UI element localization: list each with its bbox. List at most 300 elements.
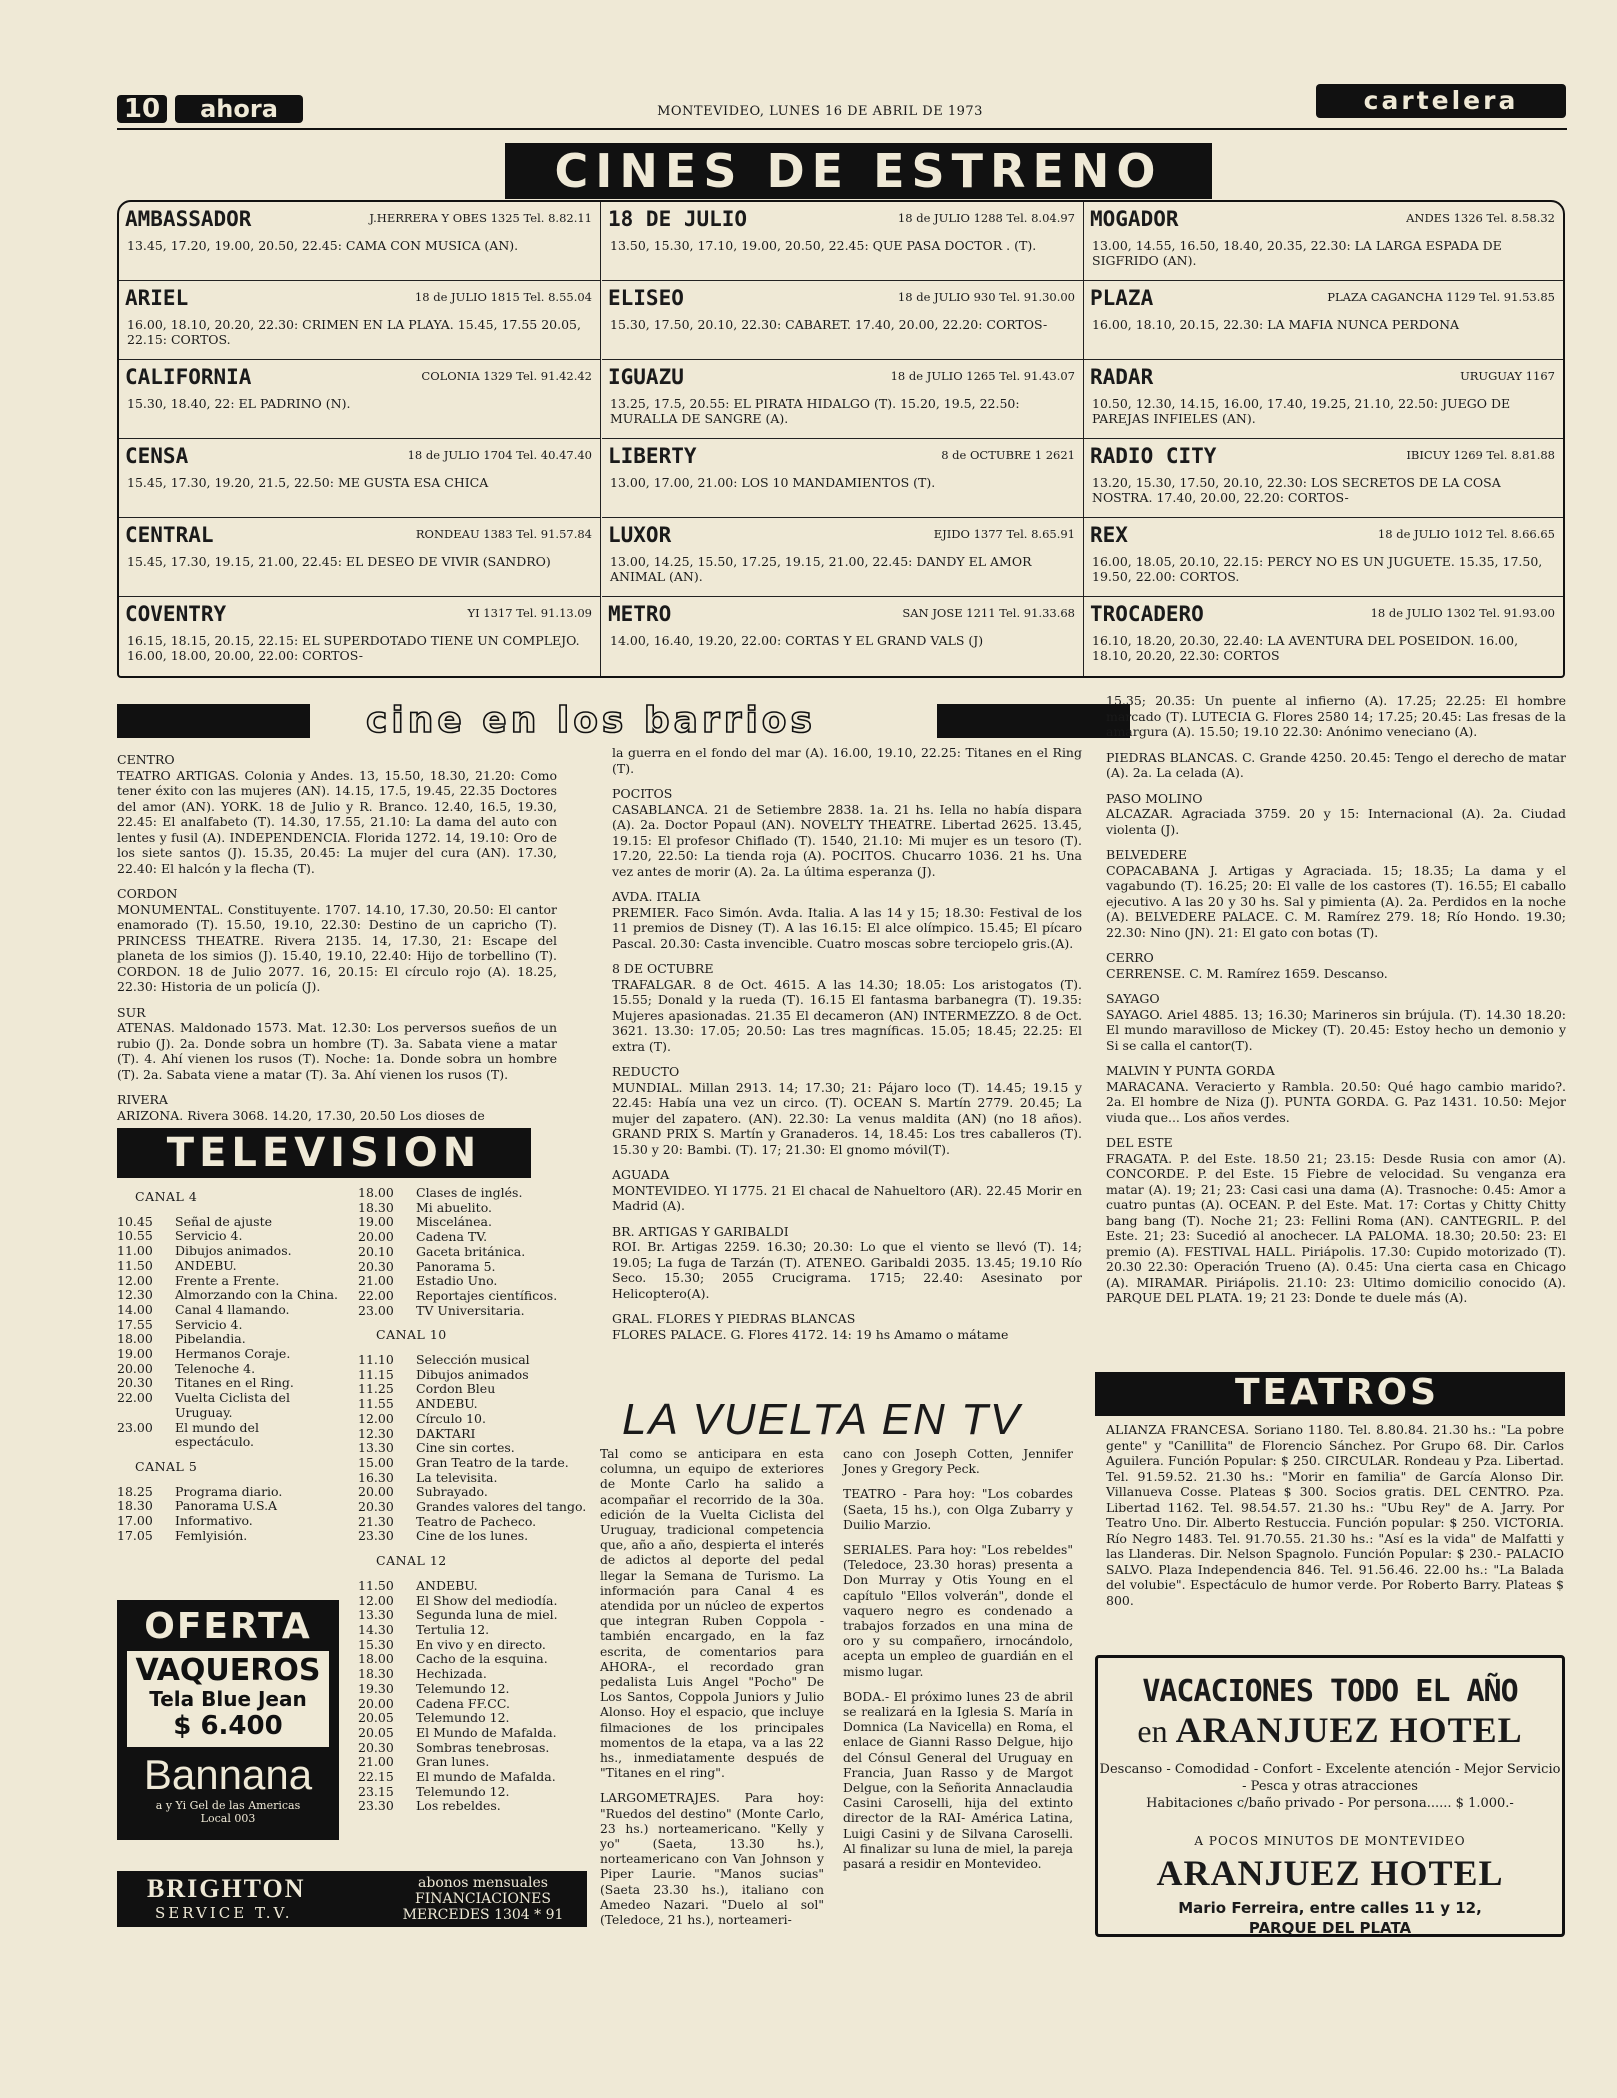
tv-program: Cacho de la esquina. <box>416 1651 548 1667</box>
listing-paragraph: CORDON MONUMENTAL. Constituyente. 1707. 14.10, 17.30, 20.50: El cantor enamorado (T). 15.50, 19.10, 22.30: Destino de un capricho (T). PRINCESS THEATRE. Rivera 2135. 14, 17.30, 21: Escape del planeta de los simios (J). 15.40, 19.10, 22.40: Hijo de torbellino (T). CORDON. 18 de Julio 2077. 16, 20.15: El círculo rojo (A). 18.25, 22.30: Historia de un policía (J). <box>117 886 557 994</box>
tv-program: Subrayado. <box>416 1484 488 1500</box>
tv-time: 11.50 <box>358 1577 394 1593</box>
tv-program: El mundo del espectáculo. <box>175 1419 259 1450</box>
tv-time: 12.30 <box>358 1425 394 1441</box>
tv-time: 18.00 <box>358 1185 394 1200</box>
tv-listing-left <box>117 1180 339 1543</box>
tv-time: 11.25 <box>358 1381 394 1397</box>
oferta-product <box>127 1651 329 1747</box>
cinema-address: PLAZA CAGANCHA 1129 Tel. 91.53.85 <box>1327 290 1555 304</box>
aranjuez-headline: VACACIONES TODO EL AÑO <box>1142 1674 1518 1709</box>
tv-time: 20.10 <box>358 1243 394 1259</box>
tv-program: Segunda luna de miel. <box>416 1607 558 1623</box>
cinema-address: URUGUAY 1167 <box>1460 369 1555 383</box>
brighton-info <box>379 1875 587 1923</box>
tv-program: Panorama U.S.A <box>175 1498 278 1514</box>
cinema-showtimes: 16.00, 18.10, 20.15, 22.30: LA MAFIA NUNCA PERDONA <box>1092 317 1460 332</box>
tv-program: Hechizada. <box>416 1666 487 1682</box>
listing-paragraph: PIEDRAS BLANCAS. C. Grande 4250. 20.45: Tengo el derecho de matar (A). 2a. La celada (A). <box>1106 749 1566 780</box>
tv-time: 18.30 <box>358 1199 394 1215</box>
cinema-entry <box>602 202 1084 281</box>
cinema-showtimes: 15.30, 17.50, 20.10, 22.30: CABARET. 17.40, 20.00, 22.20: CORTOS- <box>610 317 1048 332</box>
tv-program: La televisita. <box>416 1469 498 1485</box>
tv-time: 20.05 <box>358 1710 394 1726</box>
tv-program-row <box>358 1427 590 1442</box>
tv-time: 15.30 <box>358 1636 394 1652</box>
tv-channel-heading: CANAL 10 <box>376 1327 447 1343</box>
cinema-entry <box>1084 439 1563 518</box>
tv-program: En vivo y en directo. <box>416 1636 546 1652</box>
cinema-showtimes: 13.00, 17.00, 21.00: LOS 10 MANDAMIENTOS (T). <box>610 475 936 490</box>
tv-time: 12.00 <box>117 1272 153 1288</box>
tv-program-row <box>117 1376 339 1391</box>
tv-program: Pibelandia. <box>175 1331 246 1347</box>
tv-program-row <box>117 1215 339 1230</box>
cinema-name: MOGADOR <box>1090 207 1179 231</box>
tv-program-row <box>358 1682 590 1697</box>
listing-paragraph: BR. ARTIGAS Y GARIBALDI ROI. Br. Artigas 2259. 16.30; 20.30: Lo que el viento se llevó (T). 14; 19.05; La fuga de Tarzán (T). ATENEO. Garibaldi 2035. 13.45; 19.10 Río Seco. 15.30; 2055 Crucigrama. 1715; 22.40: Asesinato por Helicoptero(A). <box>612 1223 1082 1301</box>
tv-program-row <box>358 1201 590 1216</box>
brand-logo: ahora <box>175 95 303 123</box>
tv-program: Cadena TV. <box>416 1229 488 1245</box>
tv-program-row <box>358 1799 590 1814</box>
cinema-name: ARIEL <box>125 286 189 310</box>
cinema-entry <box>1084 202 1563 281</box>
tv-program-row <box>358 1245 590 1260</box>
tv-time: 19.00 <box>358 1214 394 1230</box>
tv-program: Cine de los lunes. <box>416 1528 529 1544</box>
listing-paragraph: AVDA. ITALIA PREMIER. Faco Simón. Avda. Italia. A las 14 y 15; 18.30: Festival de los 11 premios de Disney (T). A las 16.15: El alce olímpico. 15.45; El pícaro Pascal. 20.30: Casta invencible. Cuatro moscas sobre terciopelo gris.(A). <box>612 889 1082 951</box>
listing-paragraph: PASO MOLINO ALCAZAR. Agraciada 3759. 20 y 15: Internacional (A). 2a. Ciudad violenta (J). <box>1106 790 1566 837</box>
cinema-entry <box>1084 597 1563 676</box>
tv-program: Mi abuelito. <box>416 1199 492 1215</box>
tv-listing-right <box>358 1186 590 1814</box>
listing-paragraph: BODA.- El próximo lunes 23 de abril se realizará en la Iglesia S. María in Domnica (La Navicella) en Roma, el enlace de Gianni Rasso Delgue, hijo del Cónsul General del Uruguay en Francia, Juan Rasso y de Margot Delgue, con la Señorita Annaclaudia Casini Caroselli, hija del extinto director de la RAI- América Latina, Luigi Casini y de Silvana Caroselli. Al finalizar su luna de miel, la pareja pasará a residir en Montevideo. <box>843 1689 1073 1872</box>
tv-time: 11.15 <box>358 1366 394 1382</box>
tv-program: Gran lunes. <box>416 1754 490 1770</box>
tv-time: 13.30 <box>358 1440 394 1456</box>
tv-time: 18.00 <box>358 1651 394 1667</box>
tv-time: 18.25 <box>117 1483 153 1499</box>
barrios-column-1 <box>117 752 557 1133</box>
tv-time: 14.00 <box>117 1301 153 1317</box>
teatros-text: ALIANZA FRANCESA. Soriano 1180. Tel. 8.80.84. 21.30 hs.: "La pobre gente" y "Canillita" de Florencio Sánchez. Por Grupo 68. Dir. Carlos Aguilera. Función Popular: $ 250. CIRCULAR. Rondeau y Pza. Libertad. Tel. 91.59.52. 21.30 hs.: "Morir en familia" de García Alonso Dir. Villanueva Cosse. Plateas $ 300. Socios gratis. DEL CENTRO. Pza. Libertad 1162. Tel. 98.54.57. 21.30 hs.: "Ubu Rey" de A. Jarry. Por Teatro Uno. Dir. Alberto Restuccia. Función popular: $ 250. VICTORIA. Río Negro 1483. Tel. 91.70.55. 21.30 hs.: "Así es la vida" de Malfatti y las Llanderas. Dir. Nelson Spagnolo. Función Popular: $ 230.- PALACIO SALVO. Plaza Independencia 846. Tel. 91.56.46. 22.00 hs.: "La Balada del volubie". Espectáculo de humor verde. Por Roberto Barry. Plateas $ 800. <box>1106 1422 1564 1608</box>
tv-program: ANDEBU. <box>416 1577 478 1593</box>
brighton-name: BRIGHTON <box>147 1874 306 1903</box>
cinema-entry <box>119 597 601 676</box>
cinema-showtimes: 13.25, 17.5, 20.55: EL PIRATA HIDALGO (T). 15.20, 19.5, 22.50: MURALLA DE SANGRE (A). <box>610 396 1020 426</box>
cinema-address: J.HERRERA Y OBES 1325 Tel. 8.82.11 <box>369 211 592 225</box>
tv-time: 20.00 <box>358 1484 394 1500</box>
product-name: VAQUEROS <box>135 1653 321 1688</box>
tv-program-row <box>358 1485 590 1500</box>
tv-program-row <box>358 1726 590 1741</box>
cinema-name: ELISEO <box>608 286 684 310</box>
tv-program: Telenoche 4. <box>175 1360 256 1376</box>
tv-program: Servicio 4. <box>175 1316 243 1332</box>
cinema-entry <box>602 439 1084 518</box>
tv-program-row <box>358 1215 590 1230</box>
cinema-entry <box>119 439 601 518</box>
tv-program: Señal de ajuste <box>175 1213 273 1229</box>
listing-paragraph: REDUCTO MUNDIAL. Millan 2913. 14; 17.30; 21: Pájaro loco (T). 14.45; 19.15 y 22.45: Había una vez un circo. (T). OCEAN S. Martín 2779. 20.45; La mujer del zapatero. (AN). 22.30: La venus maldita (AN) (no 18 años). GRAND PRIX S. Martín y Granaderos. 14, 18.45: Los tres caballeros (T). 15.30 y 20: Bambi. (T). 17; 21.30: El gnomo móvil(T). <box>612 1064 1082 1157</box>
tv-program: Almorzando con la China. <box>175 1287 339 1303</box>
cinema-name: AMBASSADOR <box>125 207 252 231</box>
cinema-name: CALIFORNIA <box>125 365 252 389</box>
tv-program-row <box>358 1456 590 1471</box>
tv-time: 21.00 <box>358 1273 394 1289</box>
estreno-grid <box>117 200 1565 678</box>
cinema-address: EJIDO 1377 Tel. 8.65.91 <box>933 527 1075 541</box>
cinema-name: PLAZA <box>1090 286 1154 310</box>
tv-program: Teatro de Pacheco. <box>416 1513 537 1529</box>
tv-time: 22.00 <box>117 1390 153 1406</box>
tv-program: Telemundo 12. <box>416 1710 510 1726</box>
listing-paragraph: DEL ESTE FRAGATA. P. del Este. 18.50 21; 23.15: Desde Rusia con amor (A). CONCORDE. P. del Este. 15 Fiebre de velocidad. Su venganza era matar (A). 19; 21; 23: Casi casi una dama (A). Trasnoche: 0.45: Amor a cuatro puntas (A). OCEAN. P. del Este. Mat. 17: Cortas y Chitty Chitty bang bang (T). Noche 21; 23: Fellini Roma (AN). CANTEGRIL. P. del Este. 21; 23: Sucedió al anochecer. LA PALOMA. 18.30; 20.50: 23: El premio (A). FESTIVAL HALL. Piriápolis. 17.30: Cupido motorizado (T). 20.30 22.30: Operación Trueno (A). 0.45: Una cierta casa en Chicago (A). MIRAMAR. Piriápolis. 21.10: 23: Ultimo domicilio conocido (A). PARQUE DEL PLATA. 19; 21 23: Donde te duele más (A). <box>1106 1135 1566 1305</box>
tv-program-row <box>358 1711 590 1726</box>
store-address: a y Yi Gel de las Americas <box>155 1799 301 1812</box>
aranjuez-price: Habitaciones c/baño privado - Por persona...... $ 1.000.- <box>1146 1796 1514 1811</box>
tv-program: Servicio 4. <box>175 1228 243 1244</box>
tv-program: TV Universitaria. <box>416 1302 525 1318</box>
cinema-address: 18 de JULIO 930 Tel. 91.30.00 <box>897 290 1075 304</box>
tv-program: Grandes valores del tango. <box>416 1499 587 1515</box>
brighton-info-2: FINANCIACIONES <box>415 1891 551 1907</box>
store-local: Local 003 <box>200 1812 256 1825</box>
cinema-address: 18 de JULIO 1288 Tel. 8.04.97 <box>897 211 1075 225</box>
product-price: $ 6.400 <box>173 1711 283 1741</box>
tv-program-row <box>117 1332 339 1347</box>
cinema-name: RADIO CITY <box>1090 444 1217 468</box>
listing-paragraph: LARGOMETRAJES. Para hoy: "Ruedos del destino" (Monte Carlo, 23 hs.) norteamericano. "Kelly y yo" (Saeta, 13.30 hs.), norteamericano con Van Johnson y Piper Laurie. "Manos sucias" (Saeta 23.30 hs.), italiano con Amedeo Nazari. "Duelo al sol" (Teledoce, 21 hs.), norteameri- <box>600 1791 824 1928</box>
tv-program: Femlyisión. <box>175 1527 248 1543</box>
tv-program-row <box>358 1412 590 1427</box>
cinema-name: LUXOR <box>608 523 672 547</box>
cinema-address: IBICUY 1269 Tel. 8.81.88 <box>1406 448 1555 462</box>
aranjuez-distance: A POCOS MINUTOS DE MONTEVIDEO <box>1194 1834 1466 1848</box>
tv-time: 14.30 <box>358 1621 394 1637</box>
listing-paragraph: la guerra en el fondo del mar (A). 16.00, 19.10, 22.25: Titanes en el Ring (T). <box>612 745 1082 776</box>
cinema-address: SAN JOSE 1211 Tel. 91.33.68 <box>902 606 1075 620</box>
tv-program-row <box>358 1230 590 1245</box>
tv-program-row <box>358 1667 590 1682</box>
tv-time: 12.30 <box>117 1287 153 1303</box>
tv-program-row <box>358 1741 590 1756</box>
cinema-showtimes: 14.00, 16.40, 19.20, 22.00: CORTAS Y EL GRAND VALS (J) <box>610 633 984 648</box>
cinema-showtimes: 15.45, 17.30, 19.15, 21.00, 22.45: EL DESEO DE VIVIR (SANDRO) <box>127 554 551 569</box>
cinema-entry <box>602 281 1084 360</box>
tv-program-row <box>358 1652 590 1667</box>
tv-program-row <box>358 1770 590 1785</box>
listing-paragraph: 8 DE OCTUBRE TRAFALGAR. 8 de Oct. 4615. A las 14.30; 18.05: Los aristogatos (T). 15.55; Donald y la rueda (T). 16.15 El fantasma barbanegra (T). 19.35: Mujeres apasionadas. 21.35 El decameron (AN) INTERMEZZO. 8 de Oct. 3621. 13.30: 17.05; 20.50: Las tres magníficas. 15.05; 18.45; 22.25: El extra (T). <box>612 961 1082 1054</box>
tv-program: Gaceta británica. <box>416 1243 526 1259</box>
tv-program-row <box>358 1289 590 1304</box>
tv-time: 20.30 <box>358 1739 394 1755</box>
cinema-name: COVENTRY <box>125 602 227 626</box>
tv-program: Telemundo 12. <box>416 1783 510 1799</box>
cinema-showtimes: 13.00, 14.55, 16.50, 18.40, 20.35, 22.30: LA LARGA ESPADA DE SIGFRIDO (AN). <box>1092 238 1502 268</box>
tv-program: ANDEBU. <box>175 1257 237 1273</box>
cinema-entry <box>1084 360 1563 439</box>
cinema-address: 18 de JULIO 1265 Tel. 91.43.07 <box>890 369 1075 383</box>
tv-program-row <box>117 1259 339 1274</box>
aranjuez-ad <box>1095 1655 1565 1937</box>
tv-program-row <box>358 1382 590 1397</box>
aranjuez-name: ARANJUEZ HOTEL <box>1156 1853 1504 1893</box>
brighton-info-3: MERCEDES 1304 * 91 <box>402 1907 564 1923</box>
section-title: cartelera <box>1316 84 1566 118</box>
tv-time: 12.00 <box>358 1410 394 1426</box>
cinema-name: TROCADERO <box>1090 602 1204 626</box>
tv-program-row <box>358 1638 590 1653</box>
tv-time: 18.30 <box>358 1666 394 1682</box>
cinema-showtimes: 13.45, 17.20, 19.00, 20.50, 22.45: CAMA CON MUSICA (AN). <box>127 238 519 253</box>
tv-time: 20.30 <box>358 1258 394 1274</box>
estreno-heading: CINES DE ESTRENO <box>505 143 1212 199</box>
brighton-info-1: abonos mensuales <box>418 1875 548 1891</box>
tv-time: 22.15 <box>358 1769 394 1785</box>
listing-paragraph: Tal como se anticipara en esta columna, un equipo de exteriores de Monte Carlo ha salido a acompañar el recorrido de la 30a. edición de la Vuelta Ciclista del Uruguay, tradicional competencia que, año a año, despierta el interés de adictos al deporte del pedal llegar la Semana de Turismo. La información para Canal 4 es atendida por un núcleo de expertos que integran Ruben Coppola -también encargado, en la faz escrita, de comentarios para AHORA-, el recordado gran pedalista Luis Angel "Pocho" De Los Santos, Coppola Juniors y Julio Alonso. Hoy el espacio, que incluye filmaciones de los principales momentos de la etapa, va a las 22 hs., inmediatamente después de "Titanes en el ring". <box>600 1447 824 1781</box>
cinema-address: ANDES 1326 Tel. 8.58.32 <box>1406 211 1555 225</box>
tv-time: 23.30 <box>358 1798 394 1814</box>
cinema-address: 18 de JULIO 1012 Tel. 8.66.65 <box>1377 527 1555 541</box>
tv-channel-heading: CANAL 12 <box>376 1553 447 1569</box>
tv-program: Gran Teatro de la tarde. <box>416 1454 569 1470</box>
tv-program: Reportajes científicos. <box>416 1287 558 1303</box>
oferta-ad <box>117 1600 339 1840</box>
tv-program-row <box>358 1785 590 1800</box>
cinema-entry <box>1084 281 1563 360</box>
tv-program: Dibujos animados. <box>175 1243 292 1259</box>
tv-time: 19.00 <box>117 1346 153 1362</box>
tv-program-row <box>117 1514 339 1529</box>
tv-time: 10.45 <box>117 1213 153 1229</box>
tv-program-row <box>117 1229 339 1244</box>
tv-time: 20.00 <box>358 1229 394 1245</box>
tv-channel-heading: CANAL 4 <box>135 1189 198 1204</box>
tv-program: Cadena FF.CC. <box>416 1695 510 1711</box>
cinema-address: 18 de JULIO 1815 Tel. 8.55.04 <box>414 290 592 304</box>
tv-program-row <box>358 1186 590 1201</box>
vuelta-column-1 <box>600 1447 824 1938</box>
banner-block-right <box>937 704 1130 738</box>
tv-program: DAKTARI <box>416 1425 476 1441</box>
cinema-address: 8 de OCTUBRE 1 2621 <box>941 448 1075 462</box>
tv-program-row <box>117 1499 339 1514</box>
teatros-listing <box>1106 1422 1564 1618</box>
cinema-showtimes: 10.50, 12.30, 14.15, 16.00, 17.40, 19.25, 21.10, 22.50: JUEGO DE PAREJAS INFIELES (AN). <box>1092 396 1511 426</box>
tv-program-row <box>358 1368 590 1383</box>
tv-time: 18.30 <box>117 1498 153 1514</box>
cinema-name: REX <box>1090 523 1128 547</box>
tv-program: Sombras tenebrosas. <box>416 1739 550 1755</box>
listing-paragraph: BELVEDERE COPACABANA J. Artigas y Agraciada. 15; 18.35; La dama y el vagabundo (T). 16.25; 20: El valle de los castores (T). 16.55; El caballo ejecutivo. A las 20 y 30 hs. Sal y pimienta (A). 2a. Perdidos en la noche (A). BELVEDERE PALACE. C. M. Ramírez 279. 18; Río Hondo. 19.30; 22.30: Nino (JN). 21: El gato con botas (T). <box>1106 847 1566 940</box>
cinema-address: 18 de JULIO 1704 Tel. 40.47.40 <box>407 448 592 462</box>
tv-program-row <box>358 1515 590 1530</box>
tv-program-row <box>358 1529 590 1544</box>
tv-program: Miscelánea. <box>416 1214 492 1230</box>
cinema-address: YI 1317 Tel. 91.13.09 <box>467 606 592 620</box>
tv-program: Cine sin cortes. <box>416 1440 515 1456</box>
cinema-name: CENSA <box>125 444 189 468</box>
tv-time: 11.00 <box>117 1243 153 1259</box>
tv-program-row <box>358 1608 590 1623</box>
tv-program: El mundo de Mafalda. <box>416 1769 556 1785</box>
tv-program-row <box>117 1362 339 1377</box>
cinema-entry <box>119 360 601 439</box>
cinema-showtimes: 16.00, 18.05, 20.10, 22.15: PERCY NO ES UN JUGUETE. 15.35, 17.50, 19.50, 22.00: CORTOS. <box>1092 554 1543 584</box>
tv-program-row <box>117 1303 339 1318</box>
tv-program: El Show del mediodía. <box>416 1592 558 1608</box>
tv-time: 20.30 <box>117 1375 153 1391</box>
tv-program: ANDEBU. <box>416 1396 478 1412</box>
tv-program: Hermanos Coraje. <box>175 1346 291 1362</box>
tv-time: 23.15 <box>358 1783 394 1799</box>
tv-time: 20.00 <box>117 1360 153 1376</box>
cinema-name: CENTRAL <box>125 523 214 547</box>
tv-program-row <box>358 1500 590 1515</box>
listing-paragraph: TEATRO - Para hoy: "Los cobardes (Saeta, 15 hs.), con Olga Zubarry y Duilio Marzio. <box>843 1487 1073 1532</box>
cinema-showtimes: 15.45, 17.30, 19.20, 21.5, 22.50: ME GUSTA ESA CHICA <box>127 475 489 490</box>
cinema-name: IGUAZU <box>608 365 684 389</box>
tv-time: 16.30 <box>358 1469 394 1485</box>
tv-time: 23.00 <box>117 1419 153 1435</box>
aranjuez-services: Descanso - Comodidad - Confort - Excelente atención - Mejor Servicio - Pesca y otras atracciones <box>1099 1762 1561 1794</box>
tv-program-row <box>358 1304 590 1319</box>
tv-program: Telemundo 12. <box>416 1680 510 1696</box>
tv-program-row <box>358 1441 590 1456</box>
aranjuez-en: en <box>1137 1713 1168 1749</box>
tv-program-row <box>117 1391 339 1420</box>
product-fabric: Tela Blue Jean <box>149 1687 307 1711</box>
banner-block-left <box>117 704 310 738</box>
tv-program-row <box>117 1244 339 1259</box>
tv-program: Titanes en el Ring. <box>175 1375 294 1391</box>
cinema-address: 18 de JULIO 1302 Tel. 91.93.00 <box>1370 606 1555 620</box>
cinema-name: 18 DE JULIO <box>608 207 748 231</box>
barrios-column-3 <box>1106 693 1566 1316</box>
aranjuez-title <box>1098 1709 1562 1751</box>
tv-program: Frente a Frente. <box>175 1272 280 1288</box>
tv-program: Dibujos animados <box>416 1366 529 1382</box>
vuelta-heading: LA VUELTA EN TV <box>622 1395 1022 1444</box>
tv-program-row <box>358 1594 590 1609</box>
cinema-entry <box>602 518 1084 597</box>
tv-program: Selección musical <box>416 1352 530 1368</box>
tv-time: 15.00 <box>358 1454 394 1470</box>
brighton-sub: SERVICE T.V. <box>155 1904 293 1922</box>
brighton-ad <box>117 1871 587 1927</box>
tv-program: Panorama 5. <box>416 1258 496 1274</box>
store-name: Bannana <box>143 1751 313 1798</box>
barrios-heading: cine en los barrios <box>366 700 816 741</box>
issue-date: MONTEVIDEO, LUNES 16 DE ABRIL DE 1973 <box>657 104 983 119</box>
teatros-heading: TEATROS <box>1234 1372 1440 1413</box>
tv-time: 10.55 <box>117 1228 153 1244</box>
header-rule <box>117 128 1567 130</box>
tv-program-row <box>117 1318 339 1333</box>
tv-program-row <box>117 1347 339 1362</box>
tv-program-row <box>358 1471 590 1486</box>
oferta-title: OFERTA <box>144 1606 312 1647</box>
tv-program-row <box>358 1697 590 1712</box>
tv-time: 20.00 <box>358 1695 394 1711</box>
tv-program: Canal 4 llamando. <box>175 1301 290 1317</box>
tv-time: 11.10 <box>358 1352 394 1368</box>
cinema-entry <box>602 360 1084 439</box>
cinema-entry <box>602 597 1084 676</box>
tv-time: 21.00 <box>358 1754 394 1770</box>
tv-time: 21.30 <box>358 1513 394 1529</box>
tv-time: 11.50 <box>117 1257 153 1273</box>
cinema-name: LIBERTY <box>608 444 697 468</box>
tv-time: 12.00 <box>358 1592 394 1608</box>
cinema-entry <box>119 518 601 597</box>
listing-paragraph: MALVIN Y PUNTA GORDA MARACANA. Veracierto y Rambla. 20.50: Qué hago cambio marido?. 2a. El hombre de Niza (J). PUNTA GORDA. G. Paz 1431. 10.50: Mejor viuda que... Los años verdes. <box>1106 1063 1566 1125</box>
tv-time: 22.00 <box>358 1287 394 1303</box>
tv-program: Tertulia 12. <box>416 1621 490 1637</box>
listing-paragraph: CERRO CERRENSE. C. M. Ramírez 1659. Descanso. <box>1106 950 1388 981</box>
aranjuez-place: PARQUE DEL PLATA <box>1248 1919 1412 1937</box>
cinema-entry <box>119 202 601 281</box>
tv-program-row <box>117 1421 339 1450</box>
tv-program: Informativo. <box>175 1513 253 1529</box>
aranjuez-address <box>1098 1898 1562 1938</box>
cinema-showtimes: 16.00, 18.10, 20.20, 22.30: CRIMEN EN LA PLAYA. 15.45, 17.55 20.05, 22.15: CORTOS. <box>127 317 581 347</box>
aranjuez-hotel: ARANJUEZ HOTEL <box>1175 1710 1523 1750</box>
vuelta-column-2 <box>843 1447 1073 1882</box>
tv-program-row <box>117 1485 339 1500</box>
tv-time: 17.05 <box>117 1527 153 1543</box>
listing-paragraph: CENTRO TEATRO ARTIGAS. Colonia y Andes. 13, 15.50, 18.30, 21.20: Como tener éxito con las mujeres (AN). 14.15, 17.5, 19.45, 22.35 Doctores del amor (AN). YORK. 18 de Julio y R. Branco. 12.40, 16.5, 19.30, 22.45: El analfabeto (T). 14.30, 17.55, 21.10: La dama del auto con lentes y fusil (A). INDEPENDENCIA. Florida 1272. 14, 19.10: Oro de los siete santos (J). 15.35, 20.45: La mujer del cura (AN). 17.30, 22.40: El halcón y la flecha (T). <box>117 752 557 876</box>
tv-program-row <box>358 1274 590 1289</box>
tv-time: 13.30 <box>358 1607 394 1623</box>
tv-program: El Mundo de Mafalda. <box>416 1724 557 1740</box>
cinema-showtimes: 16.15, 18.15, 20.15, 22.15: EL SUPERDOTADO TIENE UN COMPLEJO. 16.00, 18.00, 20.00, 22.00: CORTOS- <box>127 633 580 663</box>
tv-program: Estadio Uno. <box>416 1273 498 1289</box>
tv-program: Los rebeldes. <box>416 1798 501 1814</box>
cinema-address: COLONIA 1329 Tel. 91.42.42 <box>421 369 592 383</box>
tv-time: 17.00 <box>117 1513 153 1529</box>
cinema-showtimes: 15.30, 18.40, 22: EL PADRINO (N). <box>127 396 351 411</box>
listing-paragraph: SUR ATENAS. Maldonado 1573. Mat. 12.30: Los perversos sueños de un rubio (J). 2a. Donde sobra un hombre (T). 3a. Sabata viene a matar (T). 4. Ahí vienen los rusos (T). Noche: 1a. Donde sobra un hombre (T). 2a. Sabata viene a matar (T). 3a. Ahí vienen los rusos (T). <box>117 1004 557 1082</box>
tv-program-row <box>117 1529 339 1544</box>
tv-program: Programa diario. <box>175 1483 283 1499</box>
listing-paragraph: SERIALES. Para hoy: "Los rebeldes" (Teledoce, 23.30 horas) presenta a Don Murray y Otis Young en el capítulo "Ellos volverán", donde el vaquero negro es condenado a trabajos forzados en una mina de oro y su compañero, irnocándolo, acepta un empleo de guardián en el mismo lugar. <box>843 1543 1073 1679</box>
tv-channel-heading: CANAL 5 <box>135 1458 198 1474</box>
cinema-entry <box>119 281 601 360</box>
listing-paragraph: RIVERA ARIZONA. Rivera 3068. 14.20, 17.30, 20.50 Los dioses de <box>117 1092 485 1123</box>
listing-paragraph: AGUADA MONTEVIDEO. YI 1775. 21 El chacal de Nahueltoro (AR). 22.45 Morir en Madrid (A). <box>612 1167 1082 1213</box>
tv-time: 19.30 <box>358 1680 394 1696</box>
aranjuez-amenities <box>1098 1761 1562 1812</box>
cinema-showtimes: 13.00, 14.25, 15.50, 17.25, 19.15, 21.00, 22.45: DANDY EL AMOR ANIMAL (AN). <box>610 554 1032 584</box>
listing-paragraph: POCITOS CASABLANCA. 21 de Setiembre 2838. 1a. 21 hs. Iella no había dispara (A). 2a. Doctor Popaul (AN). NOVELTY THEATRE. Libertad 2625. 13.45, 19.15: El profesor Chiflado (T). 1540, 21.10: Mi mujer es un tesoro (T). 17.20, 22.50: La tienda roja (A). POCITOS. Chucarro 1036. 21 hs. Una vez antes de morir (A). 2a. La última esperanza (J). <box>612 786 1082 879</box>
tv-time: 20.05 <box>358 1724 394 1740</box>
tv-program: Círculo 10. <box>416 1410 486 1426</box>
cinema-name: RADAR <box>1090 365 1154 389</box>
cinema-name: METRO <box>608 602 672 626</box>
tv-time: 23.00 <box>358 1302 394 1318</box>
cinema-showtimes: 13.20, 15.30, 17.50, 20.10, 22.30: LOS SECRETOS DE LA COSA NOSTRA. 17.40, 20.00, 22.20: CORTOS- <box>1092 475 1501 505</box>
aranjuez-street: Mario Ferreira, entre calles 11 y 12, <box>1178 1899 1482 1917</box>
listing-paragraph: SAYAGO SAYAGO. Ariel 4885. 13; 16.30; Marineros sin brújula. (T). 14.30 18.20: El mundo maravilloso de Mickey (T). 20.45: Estoy hecho un demonio y Si se calla el cantor(T). <box>1106 991 1566 1053</box>
tv-program: Cordon Bleu <box>416 1381 496 1397</box>
tv-program: Clases de inglés. <box>416 1185 523 1200</box>
tv-time: 20.30 <box>358 1499 394 1515</box>
tv-program-row <box>117 1274 339 1289</box>
tv-time: 17.55 <box>117 1316 153 1332</box>
